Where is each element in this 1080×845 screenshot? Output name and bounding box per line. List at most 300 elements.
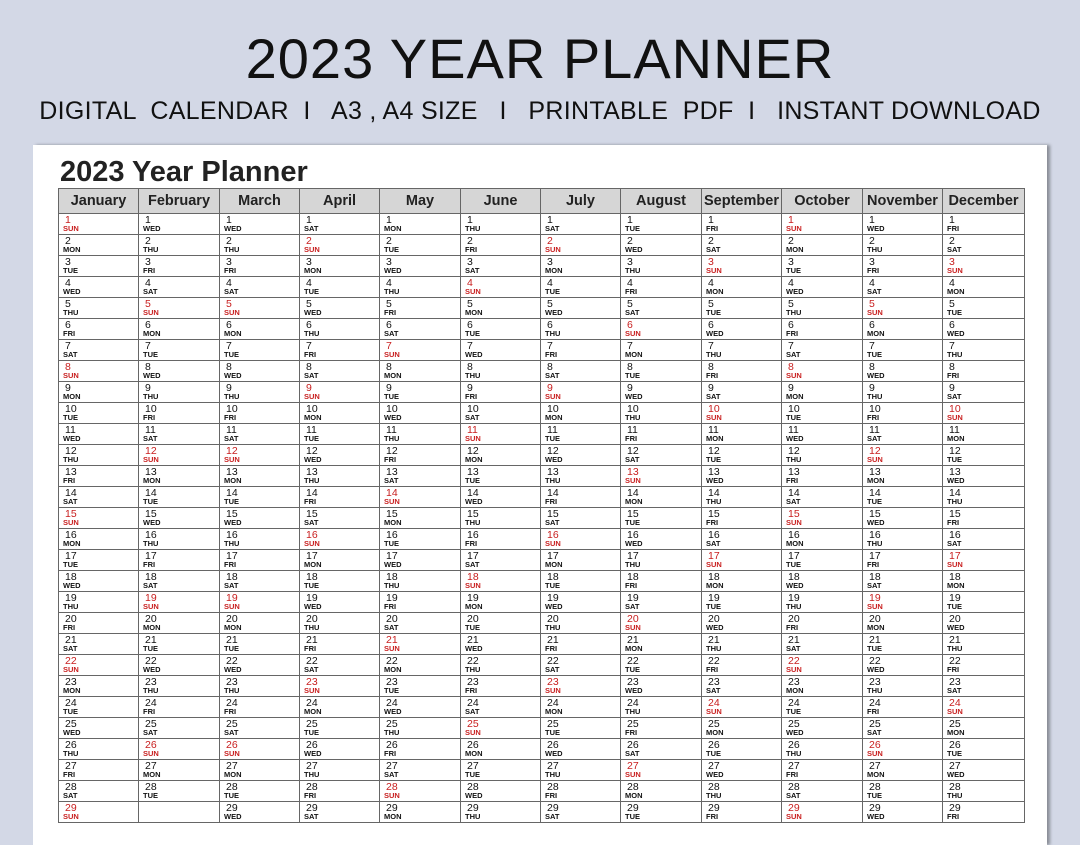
weekday-label: FRI: [224, 707, 237, 716]
day-number: 24: [145, 697, 157, 709]
weekday-label: SUN: [625, 329, 641, 338]
day-cell: [541, 424, 621, 445]
day-cell: [461, 802, 541, 823]
day-number: 28: [306, 781, 318, 793]
day-row: [59, 634, 1025, 655]
day-cell: [139, 466, 220, 487]
day-cell: [782, 634, 863, 655]
day-cell: [541, 760, 621, 781]
day-cell: [380, 508, 461, 529]
day-cell: [782, 382, 863, 403]
weekday-label: THU: [545, 476, 561, 485]
weekday-label: WED: [786, 581, 804, 590]
day-cell: [461, 697, 541, 718]
weekday-label: SAT: [545, 224, 560, 233]
day-cell: [782, 487, 863, 508]
day-cell: [621, 781, 702, 802]
day-number: 25: [226, 718, 238, 730]
day-number: 6: [627, 319, 633, 331]
day-number: 16: [226, 529, 238, 541]
day-number: 16: [467, 529, 479, 541]
weekday-label: THU: [465, 665, 481, 674]
weekday-label: FRI: [867, 413, 880, 422]
day-cell: [380, 298, 461, 319]
weekday-label: TUE: [304, 581, 319, 590]
day-row: [59, 487, 1025, 508]
day-number: 16: [145, 529, 157, 541]
weekday-label: SUN: [867, 455, 883, 464]
weekday-label: SAT: [465, 413, 480, 422]
day-cell: [380, 739, 461, 760]
weekday-label: FRI: [706, 371, 719, 380]
day-cell: [380, 613, 461, 634]
day-number: 7: [869, 340, 875, 352]
day-number: 8: [226, 361, 232, 373]
day-number: 22: [708, 655, 720, 667]
day-cell: [943, 466, 1025, 487]
day-cell: [220, 298, 300, 319]
weekday-label: SUN: [786, 518, 802, 527]
day-cell: [461, 550, 541, 571]
day-cell: [380, 277, 461, 298]
weekday-label: MON: [384, 224, 402, 233]
day-number: 24: [869, 697, 881, 709]
day-cell: [702, 445, 782, 466]
weekday-label: MON: [545, 707, 563, 716]
day-number: 11: [627, 424, 638, 436]
weekday-label: TUE: [625, 224, 640, 233]
day-number: 24: [708, 697, 720, 709]
day-cell: [59, 550, 139, 571]
day-number: 14: [949, 487, 961, 499]
weekday-label: WED: [224, 224, 242, 233]
weekday-label: THU: [384, 728, 400, 737]
day-number: 9: [869, 382, 875, 394]
day-cell: [461, 655, 541, 676]
weekday-label: SAT: [304, 371, 319, 380]
day-cell: [139, 634, 220, 655]
day-number: 16: [869, 529, 881, 541]
day-number: 22: [386, 655, 398, 667]
day-row: [59, 256, 1025, 277]
weekday-label: MON: [304, 560, 322, 569]
day-cell: [461, 403, 541, 424]
weekday-label: FRI: [545, 350, 558, 359]
weekday-label: SAT: [304, 518, 319, 527]
day-number: 14: [145, 487, 157, 499]
day-number: 21: [306, 634, 318, 646]
day-number: 26: [708, 739, 720, 751]
day-cell: [59, 802, 139, 823]
day-cell: [380, 424, 461, 445]
day-number: 28: [547, 781, 559, 793]
weekday-label: SAT: [304, 812, 319, 821]
day-number: 22: [226, 655, 238, 667]
day-number: 15: [386, 508, 398, 520]
day-number: 17: [386, 550, 398, 562]
day-row: [59, 403, 1025, 424]
day-cell: [59, 235, 139, 256]
day-cell: [461, 235, 541, 256]
day-cell: [863, 319, 943, 340]
weekday-label: MON: [706, 287, 724, 296]
weekday-label: TUE: [63, 266, 78, 275]
day-cell: [863, 613, 943, 634]
day-number: 28: [708, 781, 720, 793]
weekday-label: SUN: [384, 644, 400, 653]
day-number: 5: [708, 298, 714, 310]
weekday-label: THU: [625, 707, 641, 716]
weekday-label: WED: [384, 413, 402, 422]
day-number: 6: [869, 319, 875, 331]
day-number: 12: [467, 445, 479, 457]
day-cell: [782, 445, 863, 466]
day-cell: [782, 655, 863, 676]
day-cell: [300, 529, 380, 550]
day-cell: [782, 319, 863, 340]
day-cell: [59, 655, 139, 676]
weekday-label: TUE: [465, 329, 480, 338]
weekday-label: FRI: [304, 644, 317, 653]
weekday-label: FRI: [706, 812, 719, 821]
day-cell: [139, 739, 220, 760]
day-number: 25: [306, 718, 318, 730]
day-number: 2: [226, 235, 232, 247]
day-cell: [59, 256, 139, 277]
weekday-label: MON: [304, 707, 322, 716]
day-cell: [541, 340, 621, 361]
day-number: 15: [145, 508, 157, 520]
day-number: 7: [306, 340, 312, 352]
day-number: 24: [627, 697, 639, 709]
day-cell: [139, 487, 220, 508]
day-cell: [139, 529, 220, 550]
weekday-label: THU: [867, 539, 883, 548]
weekday-label: FRI: [625, 287, 638, 296]
weekday-label: SAT: [625, 308, 640, 317]
day-number: 22: [949, 655, 961, 667]
weekday-label: FRI: [384, 749, 397, 758]
day-cell: [59, 424, 139, 445]
day-cell: [300, 277, 380, 298]
day-number: 13: [788, 466, 800, 478]
day-cell: [139, 571, 220, 592]
day-number: 24: [65, 697, 77, 709]
day-number: 12: [788, 445, 800, 457]
day-number: 3: [386, 256, 392, 268]
day-number: 18: [145, 571, 157, 583]
day-number: 27: [226, 760, 238, 772]
weekday-label: SAT: [63, 644, 78, 653]
day-cell: [943, 361, 1025, 382]
day-number: 13: [708, 466, 720, 478]
weekday-label: FRI: [867, 560, 880, 569]
weekday-label: TUE: [625, 665, 640, 674]
day-number: 19: [708, 592, 720, 604]
weekday-label: SAT: [545, 665, 560, 674]
month-header-december: December: [943, 189, 1025, 214]
day-cell: [943, 340, 1025, 361]
day-cell: [300, 256, 380, 277]
day-number: 1: [547, 214, 553, 226]
day-number: 14: [65, 487, 77, 499]
day-cell: [300, 613, 380, 634]
day-cell: [863, 655, 943, 676]
weekday-label: SUN: [384, 497, 400, 506]
day-cell: [461, 760, 541, 781]
day-cell: [461, 256, 541, 277]
day-number: 27: [627, 760, 639, 772]
day-cell: [300, 739, 380, 760]
day-cell: [621, 256, 702, 277]
day-cell: [621, 487, 702, 508]
day-number: 14: [788, 487, 800, 499]
day-number: 19: [869, 592, 881, 604]
day-row: [59, 592, 1025, 613]
weekday-label: SAT: [384, 329, 399, 338]
day-number: 2: [467, 235, 473, 247]
day-cell: [59, 739, 139, 760]
day-cell: [220, 256, 300, 277]
day-cell: [59, 571, 139, 592]
day-cell: [702, 634, 782, 655]
day-cell: [782, 340, 863, 361]
weekday-label: WED: [947, 476, 965, 485]
day-cell: [541, 718, 621, 739]
weekday-label: SUN: [545, 245, 561, 254]
day-cell: [621, 403, 702, 424]
weekday-label: SUN: [63, 665, 79, 674]
day-number: 26: [627, 739, 639, 751]
day-number: 23: [306, 676, 318, 688]
weekday-label: TUE: [625, 371, 640, 380]
day-cell: [943, 592, 1025, 613]
day-cell: [863, 466, 943, 487]
day-number: 23: [467, 676, 479, 688]
day-number: 14: [226, 487, 238, 499]
weekday-label: WED: [384, 266, 402, 275]
day-cell: [380, 697, 461, 718]
day-number: 20: [467, 613, 479, 625]
day-cell: [782, 781, 863, 802]
day-cell: [139, 760, 220, 781]
weekday-label: MON: [384, 665, 402, 674]
day-cell: [943, 403, 1025, 424]
weekday-label: SUN: [63, 224, 79, 233]
weekday-label: MON: [786, 245, 804, 254]
weekday-label: WED: [706, 476, 724, 485]
day-number: 15: [467, 508, 479, 520]
weekday-label: WED: [63, 581, 81, 590]
day-number: 15: [65, 508, 77, 520]
weekday-label: MON: [63, 686, 81, 695]
day-cell: [863, 361, 943, 382]
day-cell: [300, 487, 380, 508]
weekday-label: SUN: [545, 539, 561, 548]
weekday-label: SUN: [63, 371, 79, 380]
day-cell: [702, 340, 782, 361]
day-number: 8: [788, 361, 794, 373]
weekday-label: SUN: [465, 287, 481, 296]
day-cell: [139, 298, 220, 319]
day-cell: [943, 634, 1025, 655]
weekday-label: FRI: [465, 245, 478, 254]
weekday-label: SUN: [545, 686, 561, 695]
day-number: 5: [226, 298, 232, 310]
day-number: 9: [949, 382, 955, 394]
day-cell: [139, 340, 220, 361]
day-number: 20: [949, 613, 961, 625]
day-number: 18: [788, 571, 800, 583]
day-cell: [59, 361, 139, 382]
day-cell: [139, 676, 220, 697]
day-cell: [621, 613, 702, 634]
day-cell: [943, 487, 1025, 508]
day-cell: [541, 382, 621, 403]
weekday-label: THU: [143, 392, 159, 401]
day-number: 13: [65, 466, 77, 478]
day-number: 7: [65, 340, 71, 352]
day-cell: [943, 214, 1025, 235]
weekday-label: THU: [63, 455, 79, 464]
day-cell: [943, 655, 1025, 676]
day-cell: [863, 676, 943, 697]
weekday-label: THU: [867, 686, 883, 695]
weekday-label: MON: [224, 770, 242, 779]
day-number: 3: [226, 256, 232, 268]
day-number: 8: [627, 361, 633, 373]
day-number: 13: [145, 466, 157, 478]
day-number: 11: [708, 424, 719, 436]
day-number: 18: [306, 571, 318, 583]
weekday-label: TUE: [947, 308, 962, 317]
weekday-label: SAT: [625, 749, 640, 758]
day-cell: [380, 466, 461, 487]
day-cell: [220, 613, 300, 634]
day-number: 5: [627, 298, 633, 310]
day-row: [59, 571, 1025, 592]
weekday-label: MON: [63, 245, 81, 254]
day-number: 10: [869, 403, 881, 415]
day-number: 28: [949, 781, 961, 793]
day-number: 14: [547, 487, 559, 499]
weekday-label: WED: [63, 434, 81, 443]
day-cell: [300, 508, 380, 529]
day-number: 4: [547, 277, 553, 289]
weekday-label: WED: [625, 686, 643, 695]
day-number: 15: [788, 508, 800, 520]
day-number: 2: [869, 235, 875, 247]
day-cell: [782, 256, 863, 277]
weekday-label: WED: [947, 770, 965, 779]
day-number: 17: [467, 550, 479, 562]
day-cell: [943, 550, 1025, 571]
weekday-label: FRI: [947, 665, 960, 674]
weekday-label: THU: [304, 770, 320, 779]
day-number: 1: [869, 214, 875, 226]
day-cell: [220, 235, 300, 256]
day-number: 6: [65, 319, 71, 331]
day-cell: [541, 256, 621, 277]
day-number: 10: [467, 403, 479, 415]
day-number: 16: [788, 529, 800, 541]
day-number: 15: [869, 508, 881, 520]
day-cell: [461, 781, 541, 802]
day-row: [59, 676, 1025, 697]
day-number: 1: [708, 214, 714, 226]
weekday-label: WED: [304, 308, 322, 317]
day-cell: [702, 319, 782, 340]
day-cell: [220, 487, 300, 508]
day-cell: [863, 445, 943, 466]
weekday-label: SAT: [786, 350, 801, 359]
day-number: 1: [949, 214, 955, 226]
weekday-label: SUN: [947, 560, 963, 569]
day-number: 26: [547, 739, 559, 751]
day-cell: [461, 592, 541, 613]
day-cell: [300, 403, 380, 424]
day-cell: [139, 382, 220, 403]
weekday-label: TUE: [625, 812, 640, 821]
day-number: 6: [949, 319, 955, 331]
day-number: 20: [386, 613, 398, 625]
day-number: 28: [65, 781, 77, 793]
day-cell: [782, 718, 863, 739]
day-cell: [621, 760, 702, 781]
weekday-label: MON: [545, 413, 563, 422]
day-row: [59, 319, 1025, 340]
day-number: 9: [65, 382, 71, 394]
weekday-label: FRI: [143, 560, 156, 569]
weekday-label: FRI: [947, 518, 960, 527]
day-number: 5: [467, 298, 473, 310]
weekday-label: TUE: [304, 728, 319, 737]
day-row: [59, 613, 1025, 634]
day-cell: [541, 235, 621, 256]
day-cell: [541, 697, 621, 718]
weekday-label: MON: [786, 392, 804, 401]
weekday-label: FRI: [625, 581, 638, 590]
day-number: 29: [65, 802, 77, 814]
day-number: 10: [226, 403, 238, 415]
day-number: 27: [949, 760, 961, 772]
day-cell: [220, 361, 300, 382]
weekday-label: FRI: [867, 266, 880, 275]
day-cell: [702, 739, 782, 760]
day-number: 13: [627, 466, 639, 478]
day-number: 29: [788, 802, 800, 814]
day-cell: [220, 466, 300, 487]
day-cell: [300, 550, 380, 571]
day-cell: [943, 613, 1025, 634]
weekday-label: SAT: [224, 287, 239, 296]
day-cell: [702, 613, 782, 634]
weekday-label: MON: [706, 434, 724, 443]
day-number: 28: [869, 781, 881, 793]
weekday-label: MON: [465, 308, 483, 317]
weekday-label: WED: [947, 329, 965, 338]
day-cell: [863, 298, 943, 319]
day-cell: [220, 403, 300, 424]
day-number: 6: [386, 319, 392, 331]
day-number: 26: [949, 739, 961, 751]
day-row: [59, 361, 1025, 382]
day-row: [59, 718, 1025, 739]
day-cell: [702, 277, 782, 298]
day-cell: [782, 298, 863, 319]
weekday-label: MON: [947, 728, 965, 737]
day-cell: [943, 445, 1025, 466]
